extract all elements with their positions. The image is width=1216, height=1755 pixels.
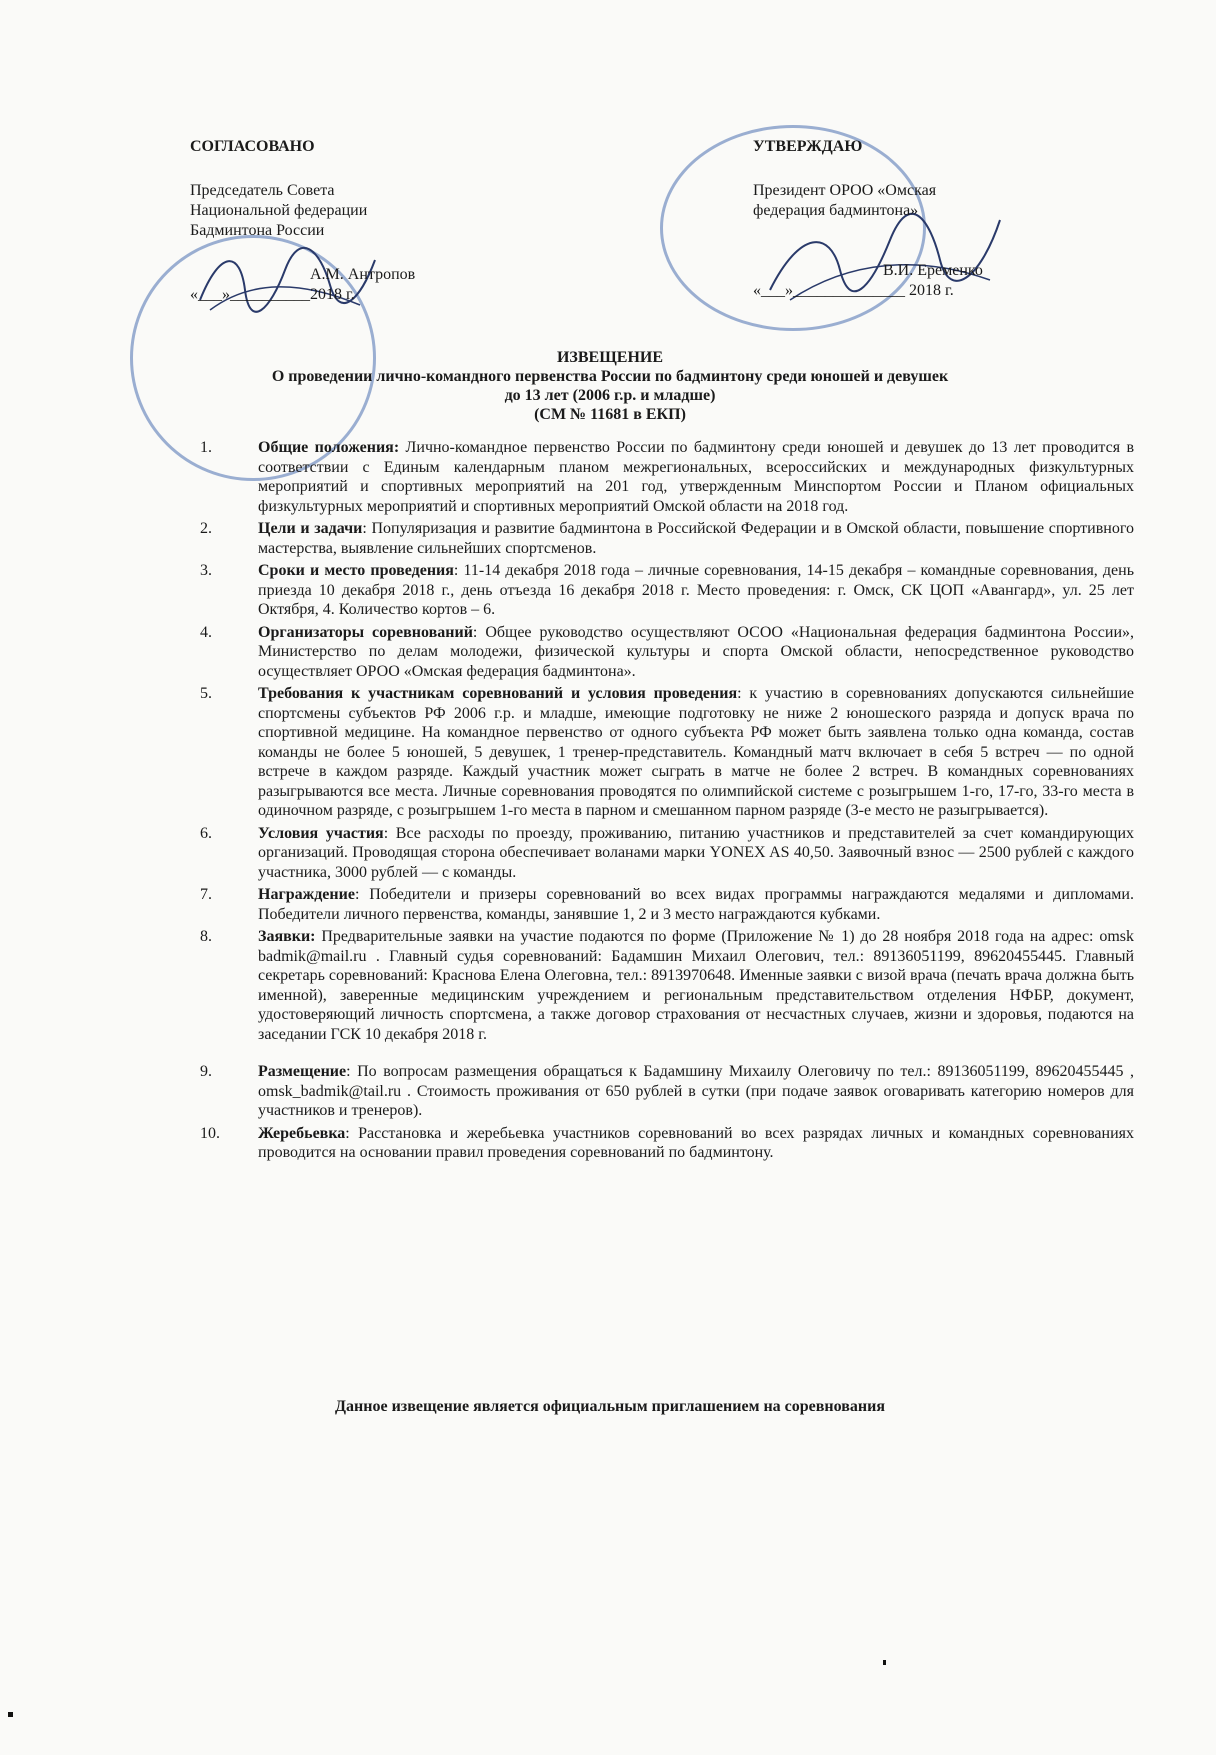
approval-left-signer: А.М. Антропов <box>310 266 416 283</box>
invitation-footer: Данное извещение является официальным приглашением на соревнования <box>335 1398 885 1415</box>
item-text: : к участию в соревнованиях допускаются сильнейшие спортсмены субъектов РФ 2006 г.р. и младше, имеющие подготовку не ниже 2 юношеского разряда и допуск врача по спортивной медицине. На командное первенство от одного субъекта РФ может быть заявлена только одна команда, состав команды не более 5 юношей, 5 девушек, 1 тренер-представитель. Командный матч включает в себя 5 встреч — по одной встрече в каждом разряде. Каждый участник может сыграть в матче не более 2 встреч. В командных соревнованиях разыгрываются все места. Личные соревнования проводятся по олимпийской системе с розыгрышем 1-го, 17-го, 33-го места в одиночном разряде, с розыгрышем 1-го места в парном и смешанном парном разряде (3-е место не разыгрывается). <box>258 685 1134 819</box>
approval-right-date: «___»______________ 2018 г. <box>753 282 954 299</box>
item-text: Лично-командное первенство России по бадминтону среди юношей и девушек до 13 лет проводится в соответствии с Единым календарным планом межрегиональных, всероссийских и международных физкультурных мероприятий и спортивных мероприятий на 201 год, утвержденным Минспортом России и Планом официальных физкультурных мероприятий и спортивных мероприятий Омской области на 2018 год. <box>258 439 1135 515</box>
approval-left-line: Председатель Совета <box>190 182 335 199</box>
item-heading: Сроки и место проведения <box>258 562 454 579</box>
list-item <box>200 561 1134 620</box>
approval-right-line: федерация бадминтона» <box>753 202 919 219</box>
item-text: : По вопросам размещения обращаться к Бадамшину Михаилу Олеговичу по тел.: 89136051199, 89620455445 , omsk_badmik@tail.ru . Стоимость проживания от 650 рублей в сутки (при подаче заявок оговаривать категорию номеров для участников и тренеров). <box>258 1063 1134 1119</box>
item-heading: Организаторы соревнований <box>258 623 473 641</box>
list-item <box>200 1124 1134 1163</box>
item-text: : Все расходы по проезду, проживанию, питанию участников и представителей за счет командирующих организаций. Проводящая сторона обеспечивает воланами марки YONEX AS 40,50. Заявочный взнос — 2500 рублей с каждого участника, 3000 рублей — с команды. <box>258 824 1135 881</box>
scan-dot <box>883 1660 886 1665</box>
list-item <box>200 438 1134 516</box>
scan-dot <box>8 1712 13 1717</box>
notice-heading: ИЗВЕЩЕНИЕ <box>556 349 664 366</box>
notice-ekp-number: (СМ № 11681 в ЕКП) <box>534 406 686 423</box>
item-number: 9. <box>200 1063 212 1080</box>
list-item <box>200 1062 1134 1121</box>
approval-left-date: «___»__________2018 г. <box>190 286 355 303</box>
item-text: : Популяризация и развитие бадминтона в Российской Федерации и в Омской области, повышение спортивного мастерства, выявление сильнейших спортсменов. <box>258 520 1135 557</box>
approval-right-head: УТВЕРЖДАЮ <box>753 138 863 155</box>
item-number: 10. <box>200 1124 220 1142</box>
notice-title <box>160 348 1060 424</box>
approval-left-line: Бадминтона России <box>190 222 325 239</box>
item-heading: Награждение <box>258 886 355 903</box>
approval-left-line: Национальной федерации <box>190 202 368 219</box>
list-item <box>200 623 1134 682</box>
list-item <box>200 927 1134 1044</box>
approval-right-signer: В.И. Еременко <box>883 262 983 279</box>
regulations-list <box>200 438 1134 1166</box>
list-item <box>200 885 1134 924</box>
item-heading: Заявки: <box>258 928 316 945</box>
item-heading: Общие положения: <box>258 439 400 456</box>
list-item <box>200 824 1134 883</box>
item-text: Предварительные заявки на участие подаются по форме (Приложение № 1) до 28 ноября 2018 года на адрес: omsk badmik@mail.ru . Главный судья соревнований: Бадамшин Михаил Олегович, тел.: 89136051199, 89620455445. Главный секретарь соревнований: Краснова Елена Олеговна, тел.: 8913970648. Именные заявки с визой врача (печать врача должна быть именной), заверенные медицинским учреждением и региональным представительством отделения НФБР, документ, удостоверяющий личность спортсмена, а также договор страхования от несчастных случаев, жизни и здоровья, подаются на заседании ГСК 10 декабря 2018 г. <box>258 928 1134 1043</box>
item-number: 6. <box>200 824 212 842</box>
item-text: : Общее руководство осуществляют ОСОО «Национальная федерация бадминтона России», Министерство по делам молодежи, физической культуры и спорта Омской области, непосредственное руководство осуществляет ОРОО «Омская федерация бадминтона». <box>258 623 1135 680</box>
item-number: 3. <box>200 562 212 579</box>
item-number: 7. <box>200 886 212 903</box>
approval-right <box>753 137 1053 301</box>
notice-subject: О проведении лично-командного первенства России по бадминтону среди юношей и девушек <box>271 368 949 385</box>
item-heading: Жеребьевка <box>258 1124 346 1142</box>
item-text: : 11-14 декабря 2018 года – личные соревнования, 14-15 декабря – командные соревнования, день приезда 10 декабря 2018 г., день отъезда 16 декабря 2018 г. Место проведения: г. Омск, СК ЦОП «Авангард», ул. 25 лет Октября, 4. Количество кортов – 6. <box>258 562 1135 618</box>
item-number: 2. <box>200 520 212 537</box>
item-number: 1. <box>200 439 212 456</box>
notice-age-group: до 13 лет (2006 г.р. и младше) <box>504 387 716 404</box>
item-number: 5. <box>200 685 212 702</box>
item-heading: Размещение <box>258 1063 347 1080</box>
approval-left-head: СОГЛАСОВАНО <box>190 138 315 155</box>
item-heading: Условия участия <box>258 824 384 842</box>
item-number: 4. <box>200 623 212 641</box>
list-item <box>200 519 1134 558</box>
item-heading: Требования к участникам соревнований и условия проведения <box>258 685 738 702</box>
item-number: 8. <box>200 928 212 945</box>
item-heading: Цели и задачи <box>258 520 363 537</box>
list-item <box>200 684 1134 821</box>
approval-left <box>190 137 530 305</box>
approval-right-line: Президент ОРОО «Омская <box>753 182 937 199</box>
item-text: : Победители и призеры соревнований во всех видах программы награждаются медалями и дипломами. Победители личного первенства, команды, занявшие 1, 2 и 3 место награждаются кубками. <box>258 886 1134 923</box>
item-text: : Расстановка и жеребьевка участников соревнований во всех разрядах личных и командных соревнованиях проводится на основании правил проведения соревнований по бадминтону. <box>258 1124 1134 1161</box>
